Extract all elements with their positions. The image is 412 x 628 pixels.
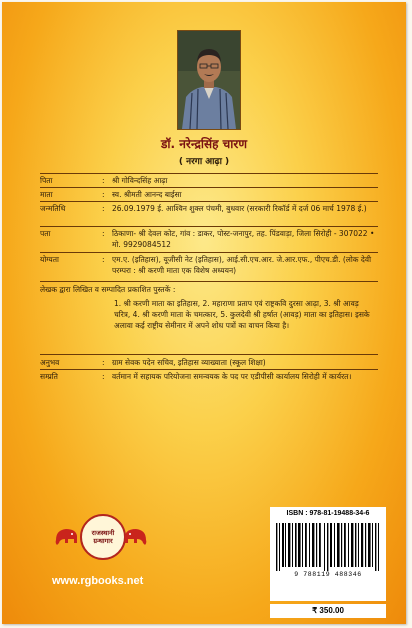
logo-badge: राजस्थानी ग्रन्थागार [80, 514, 126, 560]
colon: : [102, 358, 105, 367]
divider [40, 173, 378, 174]
colon: : [102, 204, 105, 213]
divider [40, 354, 378, 355]
author-photo [177, 30, 241, 130]
back-cover [2, 2, 406, 624]
isbn-barcode-box [270, 507, 386, 601]
elephant-icon [54, 526, 80, 546]
detail-value-address: ठिकाणा- श्री देवल कोट, गांव : डाकर, पोस्ट-जनापुर, तह. पिंडवाड़ा, जिला सिरोही - 307022 • मो. 9929084512 [112, 229, 375, 249]
divider [40, 252, 378, 253]
colon: : [102, 255, 105, 264]
detail-value-mother: स्व. श्रीमती आनन्द बाईसा [112, 190, 182, 199]
detail-label-father: पिता [40, 176, 53, 185]
divider [40, 369, 378, 370]
detail-label-qualification: योग्यता [40, 255, 59, 264]
detail-label-dob: जन्मतिथि [40, 204, 66, 213]
detail-value-qualification: एम.ए. (इतिहास), यूजीसी नेट (इतिहास), आई.सी.एच.आर. जे.आर.एफ., पीएच.डी. (लोक देवी परम्परा : श्री करणी माता एक विशेष अध्ययन) [112, 255, 372, 275]
colon: : [102, 190, 105, 199]
colon: : [102, 372, 105, 381]
divider [40, 201, 378, 202]
colon: : [102, 176, 105, 185]
detail-label-experience: अनुभव [40, 358, 60, 367]
barcode-icon [274, 523, 382, 571]
detail-value-father: श्री गोविन्दसिंह आढ़ा [112, 176, 168, 185]
detail-value-dob: 26.09.1979 ई. आश्विन शुक्ल पंचमी, बुधवार (सरकारी रिकॉर्ड में दर्ज 06 मार्च 1978 ई.) [112, 204, 367, 213]
divider [40, 187, 378, 188]
barcode-digits: 9 788119 488346 [294, 571, 362, 578]
detail-value-experience: ग्राम सेवक पदेन सचिव, इतिहास व्याख्याता (स्कूल शिक्षा) [112, 358, 266, 367]
author-name: डॉ. नरेन्द्रसिंह चारण [161, 137, 247, 151]
detail-value-current: वर्तमान में सहायक परियोजना समन्वयक के पद पर एडीपीसी कार्यालय सिरोही में कार्यरत। [112, 372, 352, 381]
detail-label-current: सम्प्रति [40, 372, 58, 381]
detail-label-mother: माता [40, 190, 53, 199]
publisher-website[interactable]: www.rgbooks.net [52, 575, 144, 587]
detail-label-address: पता [40, 229, 51, 238]
divider [40, 281, 378, 282]
works-heading: लेखक द्वारा लिखित व सम्पादित प्रकाशित पुस्तकें : [40, 285, 176, 294]
author-alias: ( नरगा आढ़ा ) [178, 157, 230, 167]
publisher-logo [50, 512, 150, 572]
divider [40, 226, 378, 227]
works-list: 1. श्री करणी माता का इतिहास, 2. महाराणा प्रताप एवं राष्ट्रकवि दुरसा आढ़ा, 3. श्री आवड़ चरित्र, 4. श्री करणी माता के चमत्कार, 5. कुलदेवी श्री हर्षात (आवड़) माता का इतिहास। इसके अलावा कई राष्ट्रीय सेमीनार में अपने शोध पत्रों का वाचन किया है। [114, 299, 370, 330]
isbn-label: ISBN : 978-81-19488-34-6 [286, 510, 370, 517]
price-label: ₹ 350.00 [270, 604, 386, 618]
colon: : [102, 229, 105, 238]
elephant-icon [122, 526, 148, 546]
